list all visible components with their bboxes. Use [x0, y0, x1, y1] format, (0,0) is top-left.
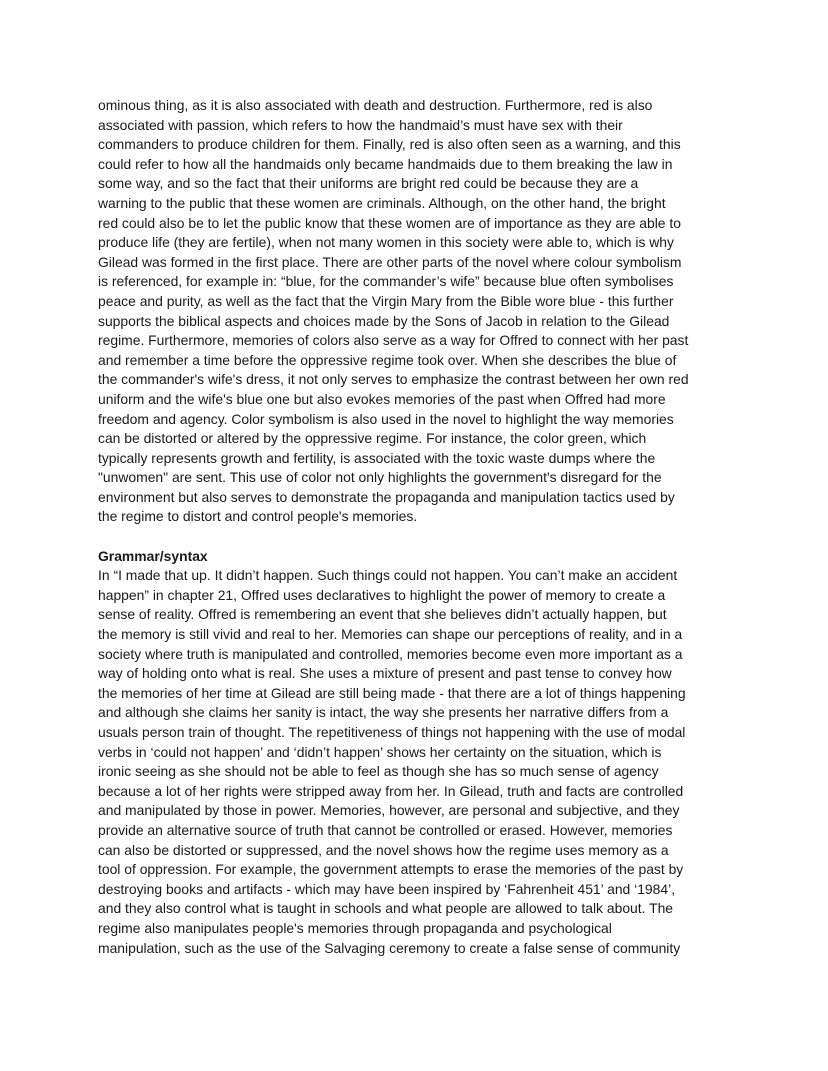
text-line: the memory is still vivid and real to her. Memories can shape our perceptions of reality, and in a	[98, 626, 683, 643]
text-line: and they also control what is taught in schools and what people are allowed to talk about. The	[98, 900, 674, 917]
text-line: "unwomen" are sent. This use of color not only highlights the government's disregard for the	[98, 469, 662, 486]
text-line: and manipulated by those in power. Memories, however, are personal and subjective, and they	[98, 802, 680, 819]
text-line: regime. Furthermore, memories of colors also serve as a way for Offred to connect with her past	[98, 332, 689, 349]
paragraph-spacer	[98, 527, 738, 547]
text-line: the memories of her time at Gilead are still being made - that there are a lot of things happening	[98, 684, 686, 701]
text-line: usuals person train of thought. The repetitiveness of things not happening with the use of modal	[98, 724, 686, 740]
text-line: can also be distorted or suppressed, and the novel shows how the regime uses memory as a	[98, 841, 669, 858]
text-line: is referenced, for example in: “blue, for the commander’s wife” because blue often symbolises	[98, 273, 674, 290]
text-line: Gilead was formed in the first place. There are other parts of the novel where colour symbolism	[98, 253, 682, 270]
text-line: produce life (they are fertile), when not many women in this society were able to, which is why	[98, 234, 674, 251]
text-line: commanders to produce children for them. Finally, red is also often seen as a warning, and this	[98, 136, 681, 153]
text-line: regime also manipulates people's memories through propaganda and psychological	[98, 919, 612, 936]
text-line: way of holding onto what is real. She uses a mixture of present and past tense to convey how	[98, 665, 672, 682]
paragraph-grammar-syntax	[98, 566, 738, 958]
text-line: ominous thing, as it is also associated with death and destruction. Furthermore, red is also	[98, 97, 653, 113]
text-line: provide an alternative source of truth that cannot be controlled or erased. However, memories	[98, 821, 673, 838]
text-line: and remember a time before the oppressive regime took over. When she describes the blue of	[98, 351, 677, 368]
text-line: uniform and the wife's blue one but also evokes memories of the past when Offred had more	[98, 390, 666, 407]
section-heading: Grammar/syntax	[98, 547, 208, 564]
text-line: some way, and so the fact that their uniforms are bright red could be because they are a	[98, 175, 639, 192]
text-line: destroying books and artifacts - which may have been inspired by ‘Fahrenheit 451’ and ‘1984’,	[98, 880, 676, 897]
paragraph-colour-symbolism	[98, 96, 738, 527]
text-line: typically represents growth and fertility, is associated with the toxic waste dumps where the	[98, 449, 656, 466]
text-line: because a lot of her rights were stripped away from her. In Gilead, truth and facts are controlled	[98, 782, 684, 799]
text-line: sense of reality. Offred is remembering an event that she believes didn’t actually happen, but	[98, 606, 667, 623]
text-line: the commander's wife's dress, it not only serves to emphasize the contrast between her own red	[98, 371, 689, 388]
text-line: ironic seeing as she should not be able to feel as though she has so much sense of agency	[98, 763, 659, 780]
text-line: freedom and agency. Color symbolism is also used in the novel to highlight the way memories	[98, 410, 674, 427]
text-line: manipulation, such as the use of the Salvaging ceremony to create a false sense of community	[98, 939, 681, 956]
text-line: and although she claims her sanity is intact, the way she presents her narrative differs from a	[98, 704, 669, 721]
text-line: verbs in ‘could not happen’ and ‘didn’t happen’ shows her certainty on the situation, which is	[98, 743, 662, 760]
text-line: associated with passion, which refers to how the handmaid’s must have sex with their	[98, 116, 623, 133]
text-line: society where truth is manipulated and controlled, memories become even more important as a	[98, 645, 683, 662]
text-line: the regime to distort and control people's memories.	[98, 508, 418, 525]
text-line: warning to the public that these women are criminals. Although, on the other hand, the bright	[98, 194, 666, 211]
text-line: red could also be to let the public know that these women are of importance as they are able to	[98, 214, 681, 231]
text-line: can be distorted or altered by the oppressive regime. For instance, the color green, which	[98, 430, 647, 447]
text-line: could refer to how all the handmaids only became handmaids due to them breaking the law in	[98, 155, 673, 172]
text-line: happen” in chapter 21, Offred uses declaratives to highlight the power of memory to create a	[98, 586, 666, 603]
document-page	[98, 96, 738, 958]
text-line: tool of oppression. For example, the government attempts to erase the memories of the past by	[98, 861, 684, 878]
text-line: peace and purity, as well as the fact that the Virgin Mary from the Bible wore blue - this further	[98, 292, 674, 309]
text-line: environment but also serves to demonstrate the propaganda and manipulation tactics used by	[98, 488, 675, 505]
text-line: supports the biblical aspects and choices made by the Sons of Jacob in relation to the Gilead	[98, 312, 670, 329]
text-line: In “I made that up. It didn’t happen. Such things could not happen. You can’t make an accident	[98, 567, 678, 584]
